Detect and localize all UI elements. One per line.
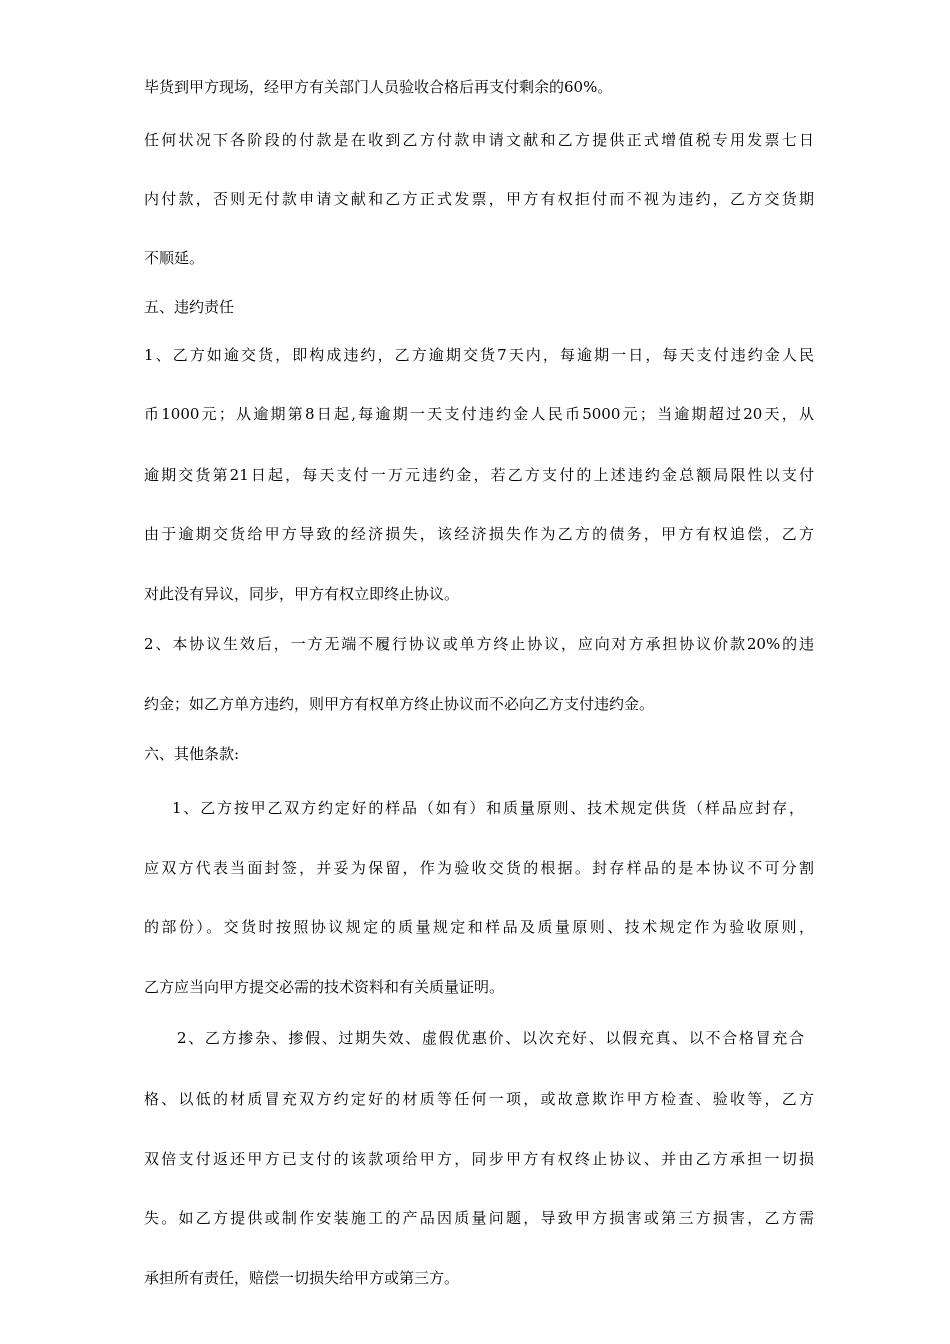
paragraph-line: 1、乙方如逾交货，即构成违约，乙方逾期交货7天内，每逾期一日，每天支付违约金人民: [144, 346, 814, 364]
paragraph-line: 格、以低的材质冒充双方约定好的材质等任何一项，或故意欺诈甲方检查、验收等，乙方: [144, 1090, 814, 1108]
paragraph-line: 承担所有责任，赔偿一切损失给甲方或第三方。: [144, 1269, 460, 1287]
section-heading: 五、违约责任: [144, 298, 235, 316]
paragraph-line: 双倍支付返还甲方已支付的该款项给甲方，同步甲方有权终止协议、并由乙方承担一切损: [144, 1150, 814, 1168]
paragraph-line: 逾期交货第21日起，每天支付一万元违约金，若乙方支付的上述违约金总额局限性以支付: [144, 466, 814, 484]
section-heading: 六、其他条款:: [144, 745, 240, 763]
paragraph-line: 不顺延。: [144, 249, 205, 267]
paragraph-line: 乙方应当向甲方提交必需的技术资料和有关质量证明。: [144, 978, 505, 996]
paragraph-line: 2、本协议生效后，一方无端不履行协议或单方终止协议，应向对方承担协议价款20%的违: [144, 635, 814, 653]
paragraph-line: 由于逾期交货给甲方导致的经济损失，该经济损失作为乙方的债务，甲方有权追偿，乙方: [144, 525, 814, 543]
paragraph-line: 币1000元；从逾期第8日起,每逾期一天支付违约金人民币5000元；当逾期超过20天，从: [144, 405, 814, 423]
paragraph-line: 毕货到甲方现场，经甲方有关部门人员验收合格后再支付剩余的60%。: [144, 78, 613, 96]
paragraph-line: 对此没有异议，同步，甲方有权立即终止协议。: [144, 585, 460, 603]
paragraph-line: 1、乙方按甲乙双方约定好的样品（如有）和质量原则、技术规定供货（样品应封存，: [172, 799, 804, 817]
paragraph-line: 约金；如乙方单方违约，则甲方有权单方终止协议而不必向乙方支付违约金。: [144, 695, 655, 713]
paragraph-line: 的部份）。交货时按照协议规定的质量规定和样品及质量原则、技术规定作为验收原则，: [144, 918, 814, 936]
paragraph-line: 应双方代表当面封签，并妥为保留，作为验收交货的根据。封存样品的是本协议不可分割: [144, 859, 814, 877]
paragraph-line: 任何状况下各阶段的付款是在收到乙方付款申请文献和乙方提供正式增值税专用发票七日: [144, 131, 814, 149]
paragraph-line: 失。如乙方提供或制作安装施工的产品因质量问题，导致甲方损害或第三方损害，乙方需: [144, 1209, 814, 1227]
paragraph-line: 2、乙方掺杂、掺假、过期失效、虚假优惠价、以次充好、以假充真、以不合格冒充合: [177, 1029, 804, 1047]
paragraph-line: 内付款，否则无付款申请文献和乙方正式发票，甲方有权拒付而不视为违约，乙方交货期: [144, 190, 814, 208]
